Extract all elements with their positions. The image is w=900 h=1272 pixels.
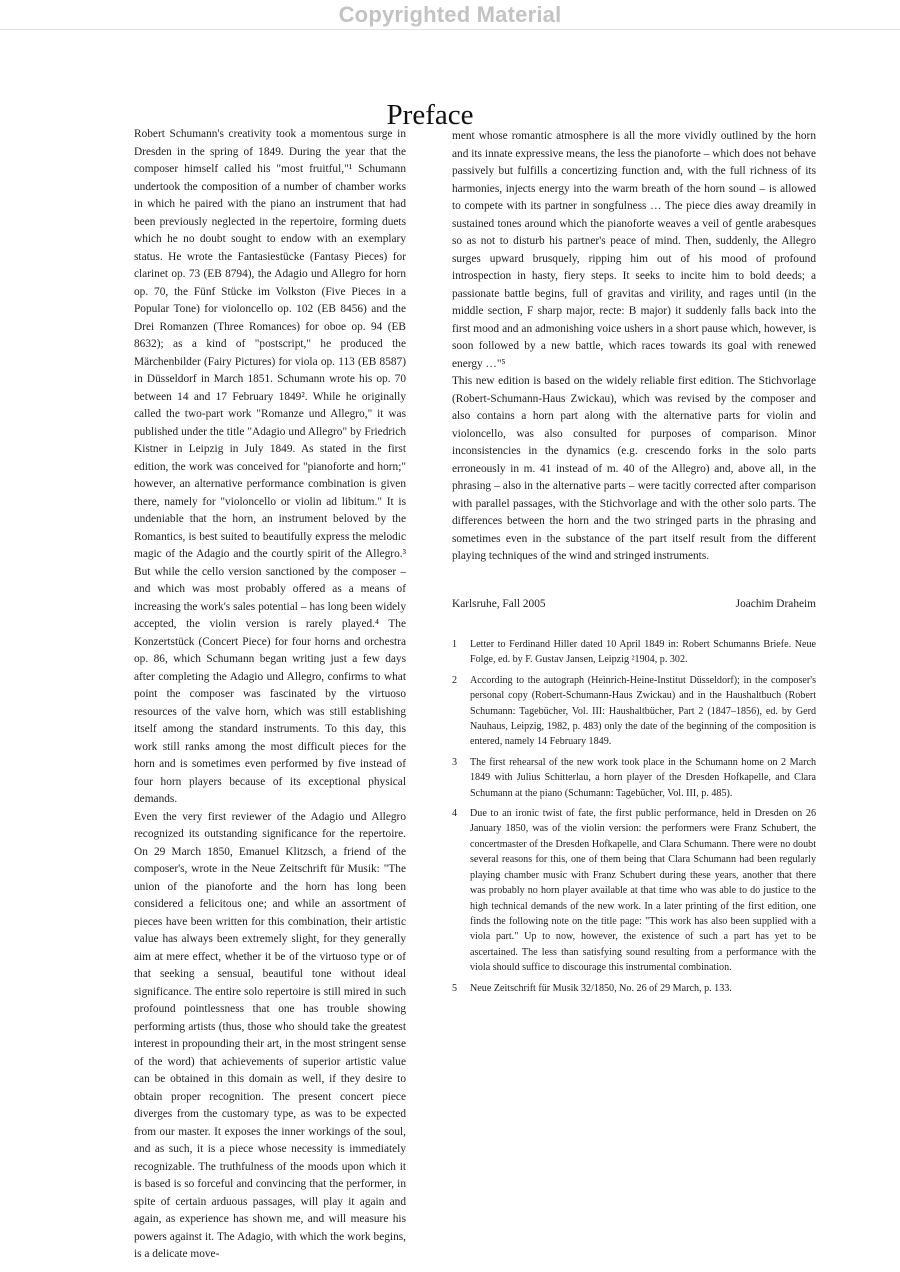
copyright-watermark: Copyrighted Material bbox=[338, 2, 562, 27]
page-title: Preface bbox=[386, 99, 474, 132]
left-column bbox=[134, 126, 406, 1264]
footnote-text: According to the autograph (Heinrich-Heine-Institut Düsseldorf); in the composer's personal copy (Robert-Schumann-Haus Zwickau) and in the Haushaltbuch (Robert Schumann: Tagebücher, Vol. III: Haushaltbücher, Part 2 (1847–1856), ed. by Gerd Nauhaus, Leipzig, 1982, p. 483) only the date of the beginning of the composition is entered, namely 14 February 1849. bbox=[470, 674, 816, 748]
footnote-text: Due to an ironic twist of fate, the first public performance, held in Dresden on 26 January 1850, was of the violin version: the performers were Franz Schubert, the concertmaster of the Dresden Hofkapelle, and Clara Schumann. There were no doubt several reasons for this, one of them being that Clara Schumann had been regularly playing chamber music with Franz Schubert during these years, another that there was probably no horn player available at that time who was able to do justice to the high technical demands of the new work. In a later printing of the first edition, one finds the following note on the title page: "This work has also been supplied with a viola part." Up to now, however, the existence of such a part has yet to be ascertained. The less than satisfying sound resulting from a performance with the viola should suffice to discourage this instrumental combination. bbox=[470, 808, 816, 974]
footnotes-list bbox=[452, 637, 816, 996]
footnote-number: 3 bbox=[452, 756, 458, 768]
footnote-text: The first rehearsal of the new work took place in the Schumann home on 2 March 1849 with Julius Schitterlau, a horn player of the Dresden Hofkapelle, and Clara Schumann at the piano (Schumann: Tagebücher, Vol. III, p. 485). bbox=[470, 756, 816, 799]
footnote-item bbox=[452, 673, 816, 750]
footnote-text: Letter to Ferdinand Hiller dated 10 April 1849 in: Robert Schumanns Briefe. Neue Folge, ed. by F. Gustav Jansen, Leipzig ²1904, p. 302. bbox=[470, 639, 816, 666]
watermark-divider bbox=[0, 29, 900, 30]
preface-paragraph-3: ment whose romantic atmosphere is all the more vividly outlined by the horn and its innate expressive means, the less the pianoforte – which does not behave passively but fulfills a concertizing function and, with the full richness of its harmonies, injects energy into the warm breath of the horn sound – is allowed to compete with its partner in songfulness … The piece dies away dreamily in sustained tones around which the pianoforte weaves a veil of gentle arabesques so as not to disturb his partner's peace of mind. Then, suddenly, the Allegro surges upward brusquely, ripping him out of his mood of profound introspection in hasty, fiery steps. It seeks to incite him to bold deeds; a passionate battle begins, full of gravitas and virility, and rages until (in the middle section, F sharp major, recte: B major) it suddenly falls back into the first mood and an admonishing voice ushers in a short pause which, however, is soon followed by a new battle, which races towards its goal with renewed energy …"⁵ bbox=[452, 130, 816, 370]
footnote-text: Neue Zeitschrift für Musik 32/1850, No. 26 of 29 March, p. 133. bbox=[470, 982, 732, 994]
preface-paragraph-2: Even the very first reviewer of the Adagio und Allegro recognized its outstanding significance for the repertoire. On 29 March 1850, Emanuel Klitzsch, a friend of the composer's, wrote in the Neue Zeitschrift für Musik: "The union of the pianoforte and the horn has long been considered a felicitous one; and while an assortment of pieces have been written for this combination, their artistic value has always been extremely slight, for they generally aim at mere effect, whether it be of the virtuoso type or of that seeking a sensual, beautiful tone without ideal significance. The entire solo repertoire is still mired in such profound pointlessness that one has trouble showing performing artists (thus, those who should take the greatest interest in propounding their art, in the most stringent sense of the word) that achievements of superior artistic value can be obtained in this domain as well, if they desire to obtain proper recognition. The present concert piece diverges from the customary type, as was to be expected from our master. It exposes the inner workings of the soul, and as such, it is a piece whose necessity is immediately recognizable. The truthfulness of the moods upon which it is based is so forceful and convincing that the performer, in spite of certain arduous passages, will play it again and again, as experience has shown me, and will measure his powers against it. The Adagio, with which the work begins, is a delicate move- bbox=[134, 810, 406, 1260]
signature-line bbox=[452, 596, 816, 614]
right-column bbox=[452, 128, 816, 1001]
author-name: Joachim Draheim bbox=[735, 597, 816, 610]
footnote-item bbox=[452, 755, 816, 801]
preface-paragraph-4: This new edition is based on the widely reliable first edition. The Stichvorlage (Robert-Schumann-Haus Zwickau), which was revised by the composer and also contains a horn part along with the alternative parts for violin and violoncello, was also consulted for purposes of comparison. Minor inconsistencies in the dynamics (e.g. crescendo forks in the solo parts erroneously in m. 41 instead of m. 40 of the Allegro) and, above all, in the phrasing – also in the alternative parts – were tacitly corrected after comparison with parallel passages, with the Stichvorlage and with the other solo parts. The differences between the horn and the two stringed parts in the phrasing and sometimes even in the substance of the part itself result from the different playing techniques of the wind and stringed instruments. bbox=[452, 375, 816, 562]
footnote-item bbox=[452, 637, 816, 668]
footnote-number: 4 bbox=[452, 808, 458, 820]
footnote-number: 1 bbox=[452, 639, 458, 650]
footnote-number: 2 bbox=[452, 674, 458, 686]
footnote-number: 5 bbox=[452, 982, 458, 994]
preface-paragraph-1: Robert Schumann's creativity took a momentous surge in Dresden in the spring of 1849. During the year that the composer himself called his "most fruitful,"¹ Schumann undertook the composition of a number of chamber works in which he paired with the piano an instrument that had been previously neglected in the repertoire, forming duets which he no doubt sought to endow with an exemplary status. He wrote the Fantasiestücke (Fantasy Pieces) for clarinet op. 73 (EB 8794), the Adagio und Allegro for horn op. 70, the Fünf Stücke im Volkston (Five Pieces in a Popular Tone) for violoncello op. 102 (EB 8456) and the Drei Romanzen (Three Romances) for oboe op. 94 (EB 8632); as a kind of "postscript," he produced the Märchenbilder (Fairy Pictures) for viola op. 113 (EB 8587) in Düsseldorf in March 1851. Schumann wrote his op. 70 between 14 and 17 February 1849². While he originally called the two-part work "Romanze und Allegro," it was published under the title "Adagio und Allegro" by Friedrich Kistner in Leipzig in July 1849. As stated in the first edition, the work was conceived for "pianoforte and horn;" however, an alternative performance combination is given there, namely for "violoncello or violin ad libitum." It is undeniable that the horn, an instrument beloved by the Romantics, is best suited to beautifully express the melodic magic of the Adagio and the courtly spirit of the Allegro.³ But while the cello version sanctioned by the composer – and which was most probably offered as a means of increasing the work's sales potential – has long been widely accepted, the violin version is rarely played.⁴ The Konzertstück (Concert Piece) for four horns and orchestra op. 86, which Schumann began writing just a few days after completing the Adagio und Allegro, confirms to what point the composer was fascinated by the virtuoso resources of the valve horn, which was still establishing itself among the standard instruments. To this day, this work still ranks among the most difficult pieces for the horn and is sometimes even performed by five instead of four horn players because of its exceptional physical demands. bbox=[134, 128, 406, 805]
footnote-item bbox=[452, 981, 816, 996]
footnote-item bbox=[452, 806, 816, 975]
place-date: Karlsruhe, Fall 2005 bbox=[452, 597, 546, 610]
